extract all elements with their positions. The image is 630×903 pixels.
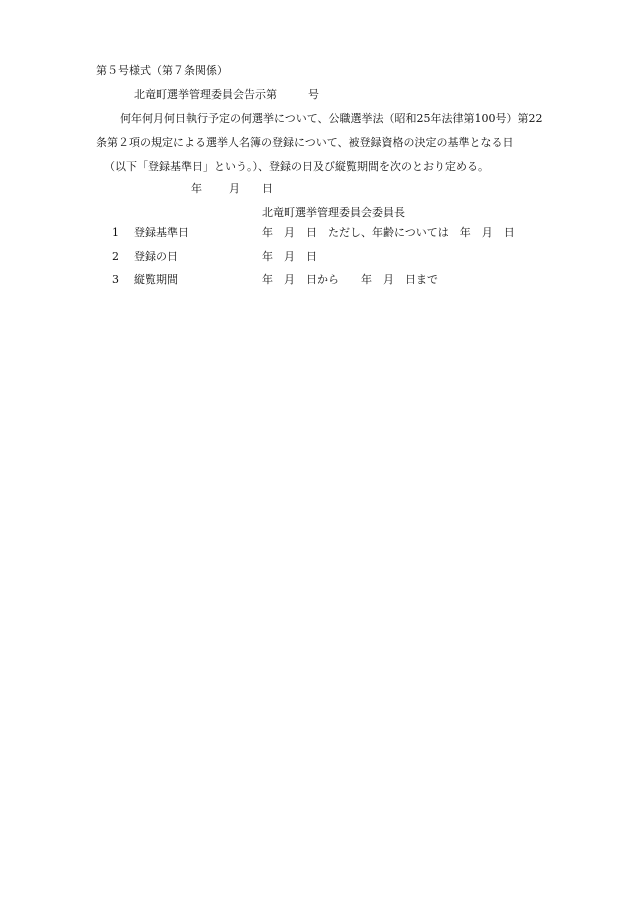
item-value-inspection-period: 年 月 日から 年 月 日まで bbox=[262, 273, 438, 286]
body-line-1: 何年何月何日執行予定の何選挙について、公職選挙法（昭和25年法律第100号）第22 bbox=[120, 112, 543, 125]
item-value-registration-base-date: 年 月 日 ただし、年齢については 年 月 日 bbox=[262, 226, 515, 239]
item-label-registration-date: 登録の日 bbox=[134, 250, 178, 263]
body-line-2: 条第２項の規定による選挙人名簿の登録について、被登録資格の決定の基準となる日 bbox=[96, 136, 514, 149]
date-month-label: 月 bbox=[229, 182, 240, 195]
item-label-registration-base-date: 登録基準日 bbox=[134, 226, 189, 239]
item-label-inspection-period: 縦覧期間 bbox=[134, 273, 178, 286]
notice-number-suffix: 号 bbox=[308, 88, 319, 101]
item-number: 2 bbox=[112, 250, 119, 263]
date-year-label: 年 bbox=[191, 182, 202, 195]
notice-title: 北竜町選挙管理委員会告示第 bbox=[134, 88, 277, 101]
item-number: 1 bbox=[112, 226, 119, 239]
form-title: 第５号様式（第７条関係） bbox=[96, 64, 228, 77]
body-line-3: （以下「登録基準日」という。）、登録の日及び縦覧期間を次のとおり定める。 bbox=[104, 160, 489, 173]
item-value-registration-date: 年 月 日 bbox=[262, 250, 317, 263]
issuer-name: 北竜町選挙管理委員会委員長 bbox=[262, 206, 405, 219]
item-number: 3 bbox=[112, 273, 119, 286]
date-day-label: 日 bbox=[262, 182, 273, 195]
